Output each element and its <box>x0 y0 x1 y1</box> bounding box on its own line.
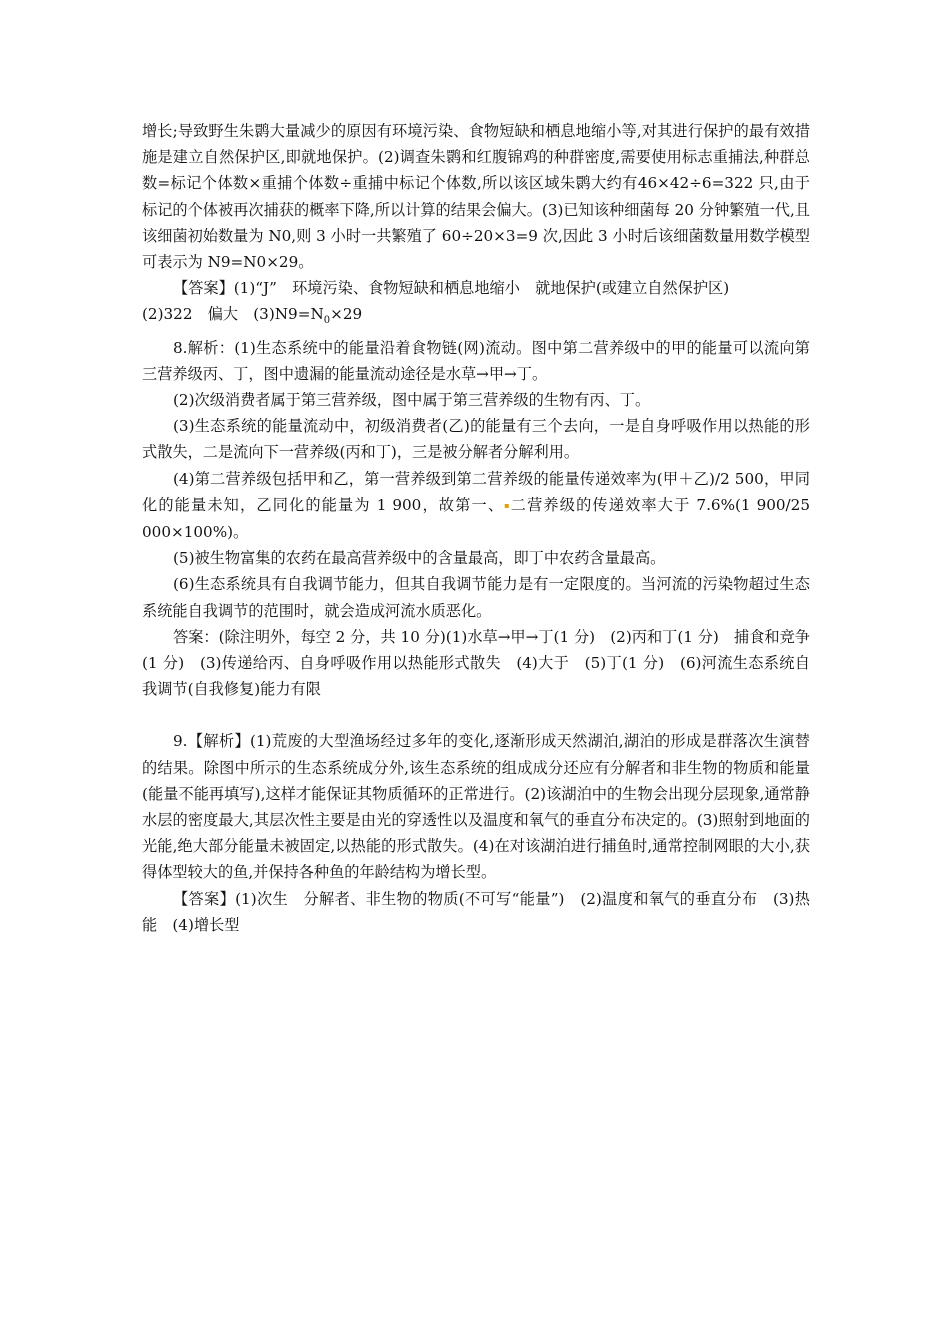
q9-answer: 【答案】(1)次生 分解者、非生物的物质(不可写“能量”) (2)温度和氧气的垂直分布 (3)热能 (4)增长型 <box>142 889 810 934</box>
q7-answer-subscript: 0 <box>323 315 331 327</box>
q7-answer-line2 <box>142 301 810 334</box>
q8-analysis-3: (3)生态系统的能量流动中，初级消费者(乙)的能量有三个去向，一是自身呼吸作用以热能的形式散失，二是流向下一营养级(丙和丁)，三是被分解者分解利用。 <box>142 417 810 462</box>
q8-analysis-5: (5)被生物富集的农药在最高营养级中的含量最高，即丁中农药含量最高。 <box>173 549 666 568</box>
q8-analysis-6: (6)生态系统具有自我调节能力，但其自我调节能力是有一定限度的。当河流的污染物超过生态系统能自我调节的范围时，就会造成河流水质恶化。 <box>142 575 810 620</box>
q8-analysis-1: 8.解析：(1)生态系统中的能量沿着食物链(网)流动。图中第二营养级中的甲的能量可以流向第三营养级丙、丁，图中遗漏的能量流动途径是水草→甲→丁。 <box>142 338 810 383</box>
q8-answer: 答案：(除注明外，每空 2 分，共 10 分)(1)水草→甲→丁(1 分) (2)丙和丁(1 分) 捕食和竞争(1 分) (3)传递给丙、自身呼吸作用以热能形式散失 (4)大于 (5)丁(1 分) (6)河流生态系统自我调节(自我修复)能力有限 <box>142 627 810 699</box>
blank-line <box>142 702 810 728</box>
q8-analysis-4 <box>142 466 810 546</box>
q8-analysis-4a: (4)第二营养级包括甲和乙，第一营养级到第二营养级的能量传递效率为(甲＋乙)/2 500，甲同化的能量未知，乙同化的能量为 1 900，故第一、 <box>142 469 810 514</box>
q8-analysis-2: (2)次级消费者属于第三营养级，图中属于第三营养级的生物有丙、丁。 <box>173 391 651 410</box>
q9-analysis: 9.【解析】(1)荒废的大型渔场经过多年的变化,逐渐形成天然湖泊,湖泊的形成是群落次生演替的结果。除图中所示的生态系统成分外,该生态系统的组成成分还应有分解者和非生物的物质和能量(能量不能再填写),这样才能保证其物质循环的正常进行。(2)该湖泊中的生物会出现分层现象,通常静水层的密度最大,其层次性主要是由光的穿透性以及温度和氧气的垂直分布决定的。(3)照射到地面的光能,绝大部分能量未被固定,以热能的形式散失。(4)在对该湖泊进行捕鱼时,通常控制网眼的大小,获得体型较大的鱼,并保持各种鱼的年龄结构为增长型。 <box>142 732 810 882</box>
q8-analysis-4b: 二营养级的传递效率大于 7.6%(1 900/25 000×100%)。 <box>142 495 810 541</box>
q7-answer-line1: 【答案】(1)“J” 环境污染、食物短缺和栖息地缩小 就地保护(或建立自然保护区) <box>173 279 730 298</box>
q7-answer-text-end: ×29 <box>330 305 363 324</box>
dot-mark: ▪ <box>504 500 511 510</box>
q7-answer-text: (2)322 偏大 (3)N9=N <box>142 305 324 324</box>
q7-analysis-continued: 增长;导致野生朱鹮大量减少的原因有环境污染、食物短缺和栖息地缩小等,对其进行保护的最有效措施是建立自然保护区,即就地保护。(2)调查朱鹮和红腹锦鸡的种群密度,需要使用标志重捕法,种群总数=标记个体数×重捕个体数÷重捕中标记个体数,所以该区域朱鹮大约有46×42÷6=322 只,由于标记的个体被再次捕获的概率下降,所以计算的结果会偏大。(3)已知该种细菌每 20 分钟繁殖一代,且该细菌初始数量为 N0,则 3 小时一共繁殖了 60÷20×3=9 次,因此 3 小时后该细菌数量用数学模型可表示为 N9=N0×29。 <box>142 122 810 272</box>
document-page <box>142 118 810 938</box>
